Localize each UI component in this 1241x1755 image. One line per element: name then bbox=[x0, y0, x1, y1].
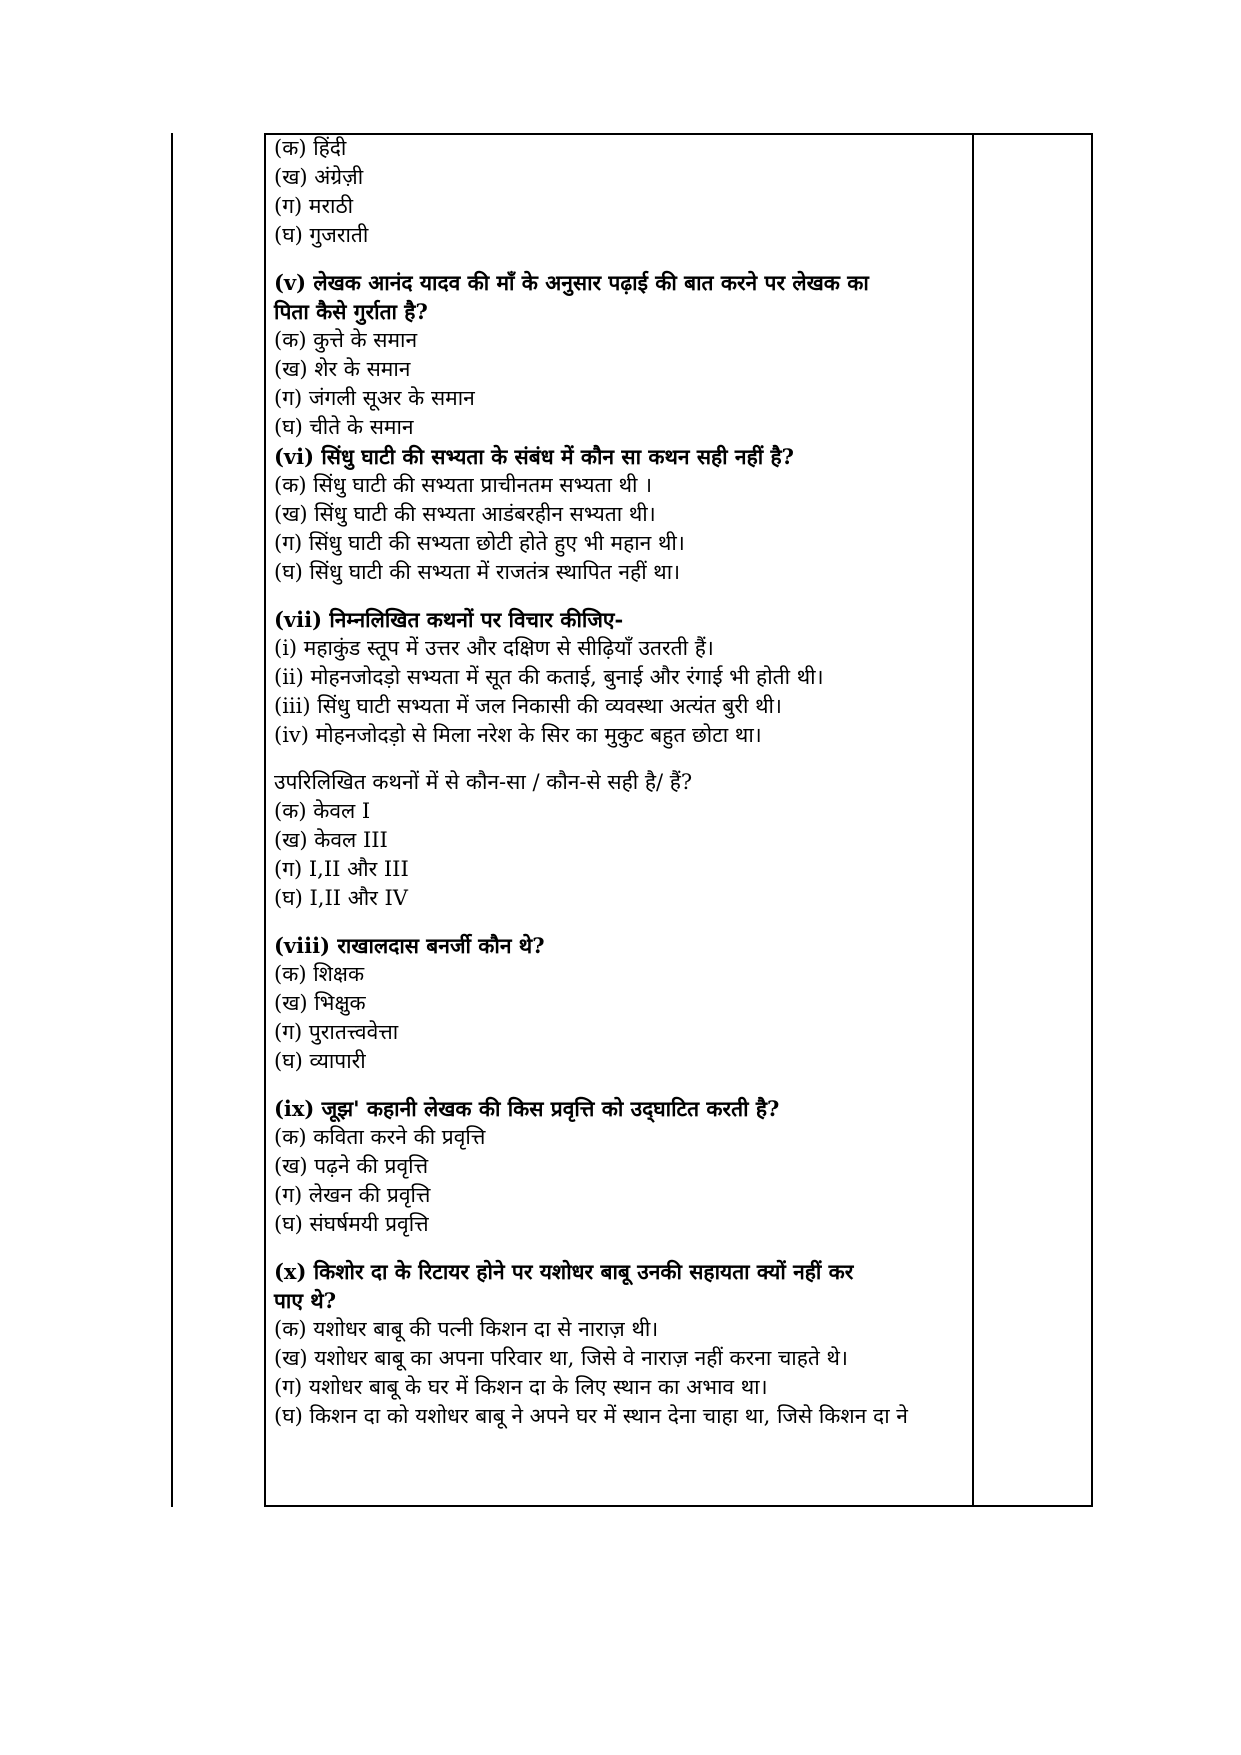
statement-line: (i) महाकुंड स्तूप में उत्तर और दक्षिण से सीढ़ियाँ उतरती हैं। bbox=[274, 636, 714, 660]
option-line: (ग) जंगली सूअर के समान bbox=[274, 386, 475, 410]
option-line: (क) यशोधर बाबू की पत्नी किशन दा से नाराज़ थी। bbox=[274, 1317, 659, 1341]
left-margin-rule bbox=[171, 133, 173, 1507]
option-line: (घ) सिंधु घाटी की सभ्यता में राजतंत्र स्थापित नहीं था। bbox=[274, 560, 681, 584]
question-prompt: उपरिलिखित कथनों में से कौन-सा / कौन-से सही है/ हैं? bbox=[274, 770, 693, 794]
option-line: (घ) I,II और IV bbox=[274, 886, 408, 910]
question-text: (v) लेखक आनंद यादव की माँ के अनुसार पढ़ाई की बात करने पर लेखक का bbox=[274, 270, 869, 295]
question-text: पाए थे? bbox=[274, 1288, 337, 1313]
option-line: (घ) गुजराती bbox=[274, 223, 369, 247]
question-text: (x) किशोर दा के रिटायर होने पर यशोधर बाबू उनकी सहायता क्यों नहीं कर bbox=[274, 1259, 854, 1284]
statement-line: (ii) मोहनजोदड़ो सभ्यता में सूत की कताई, बुनाई और रंगाई भी होती थी। bbox=[274, 665, 824, 689]
option-line: (ख) शेर के समान bbox=[274, 357, 411, 381]
option-line: (घ) किशन दा को यशोधर बाबू ने अपने घर में स्थान देना चाहा था, जिसे किशन दा ने bbox=[274, 1404, 908, 1428]
option-line: (ख) अंग्रेज़ी bbox=[274, 165, 364, 189]
marks-column-divider bbox=[972, 133, 974, 1507]
option-line: (ग) यशोधर बाबू के घर में किशन दा के लिए स्थान का अभाव था। bbox=[274, 1375, 768, 1399]
option-line: (घ) व्यापारी bbox=[274, 1049, 366, 1073]
option-line: (ग) लेखन की प्रवृत्ति bbox=[274, 1183, 431, 1207]
option-line: (क) शिक्षक bbox=[274, 962, 365, 986]
option-line: (क) हिंदी bbox=[274, 136, 347, 160]
question-text: (vii) निम्नलिखित कथनों पर विचार कीजिए- bbox=[274, 607, 624, 632]
option-line: (क) सिंधु घाटी की सभ्यता प्राचीनतम सभ्यता थी । bbox=[274, 473, 653, 497]
option-line: (ग) I,II और III bbox=[274, 857, 409, 881]
option-line: (क) केवल I bbox=[274, 799, 371, 823]
option-line: (ग) पुरातत्त्ववेत्ता bbox=[274, 1020, 399, 1044]
option-line: (ख) यशोधर बाबू का अपना परिवार था, जिसे वे नाराज़ नहीं करना चाहते थे। bbox=[274, 1346, 848, 1370]
statement-line: (iv) मोहनजोदड़ो से मिला नरेश के सिर का मुकुट बहुत छोटा था। bbox=[274, 723, 762, 747]
option-line: (ख) सिंधु घाटी की सभ्यता आडंबरहीन सभ्यता थी। bbox=[274, 502, 656, 526]
option-line: (ख) केवल III bbox=[274, 828, 388, 852]
question-text: (ix) जूझ' कहानी लेखक की किस प्रवृत्ति को उद्‌घाटित करती है? bbox=[274, 1096, 780, 1121]
option-line: (ख) भिक्षुक bbox=[274, 991, 366, 1015]
option-line: (घ) संघर्षमयी प्रवृत्ति bbox=[274, 1212, 429, 1236]
option-line: (ख) पढ़ने की प्रवृत्ति bbox=[274, 1154, 429, 1178]
question-text: पिता कैसे गुर्राता है? bbox=[274, 299, 428, 324]
question-text: (vi) सिंधु घाटी की सभ्यता के संबंध में कौन सा कथन सही नहीं है? bbox=[274, 444, 794, 469]
statement-line: (iii) सिंधु घाटी सभ्यता में जल निकासी की व्यवस्था अत्यंत बुरी थी। bbox=[274, 694, 782, 718]
option-line: (क) कविता करने की प्रवृत्ति bbox=[274, 1125, 486, 1149]
option-line: (ग) सिंधु घाटी की सभ्यता छोटी होते हुए भी महान थी। bbox=[274, 531, 685, 555]
option-line: (घ) चीते के समान bbox=[274, 415, 414, 439]
option-line: (क) कुत्ते के समान bbox=[274, 328, 418, 352]
question-cell bbox=[274, 134, 968, 1431]
question-text: (viii) राखालदास बनर्जी कौन थे? bbox=[274, 933, 545, 958]
option-line: (ग) मराठी bbox=[274, 194, 354, 218]
